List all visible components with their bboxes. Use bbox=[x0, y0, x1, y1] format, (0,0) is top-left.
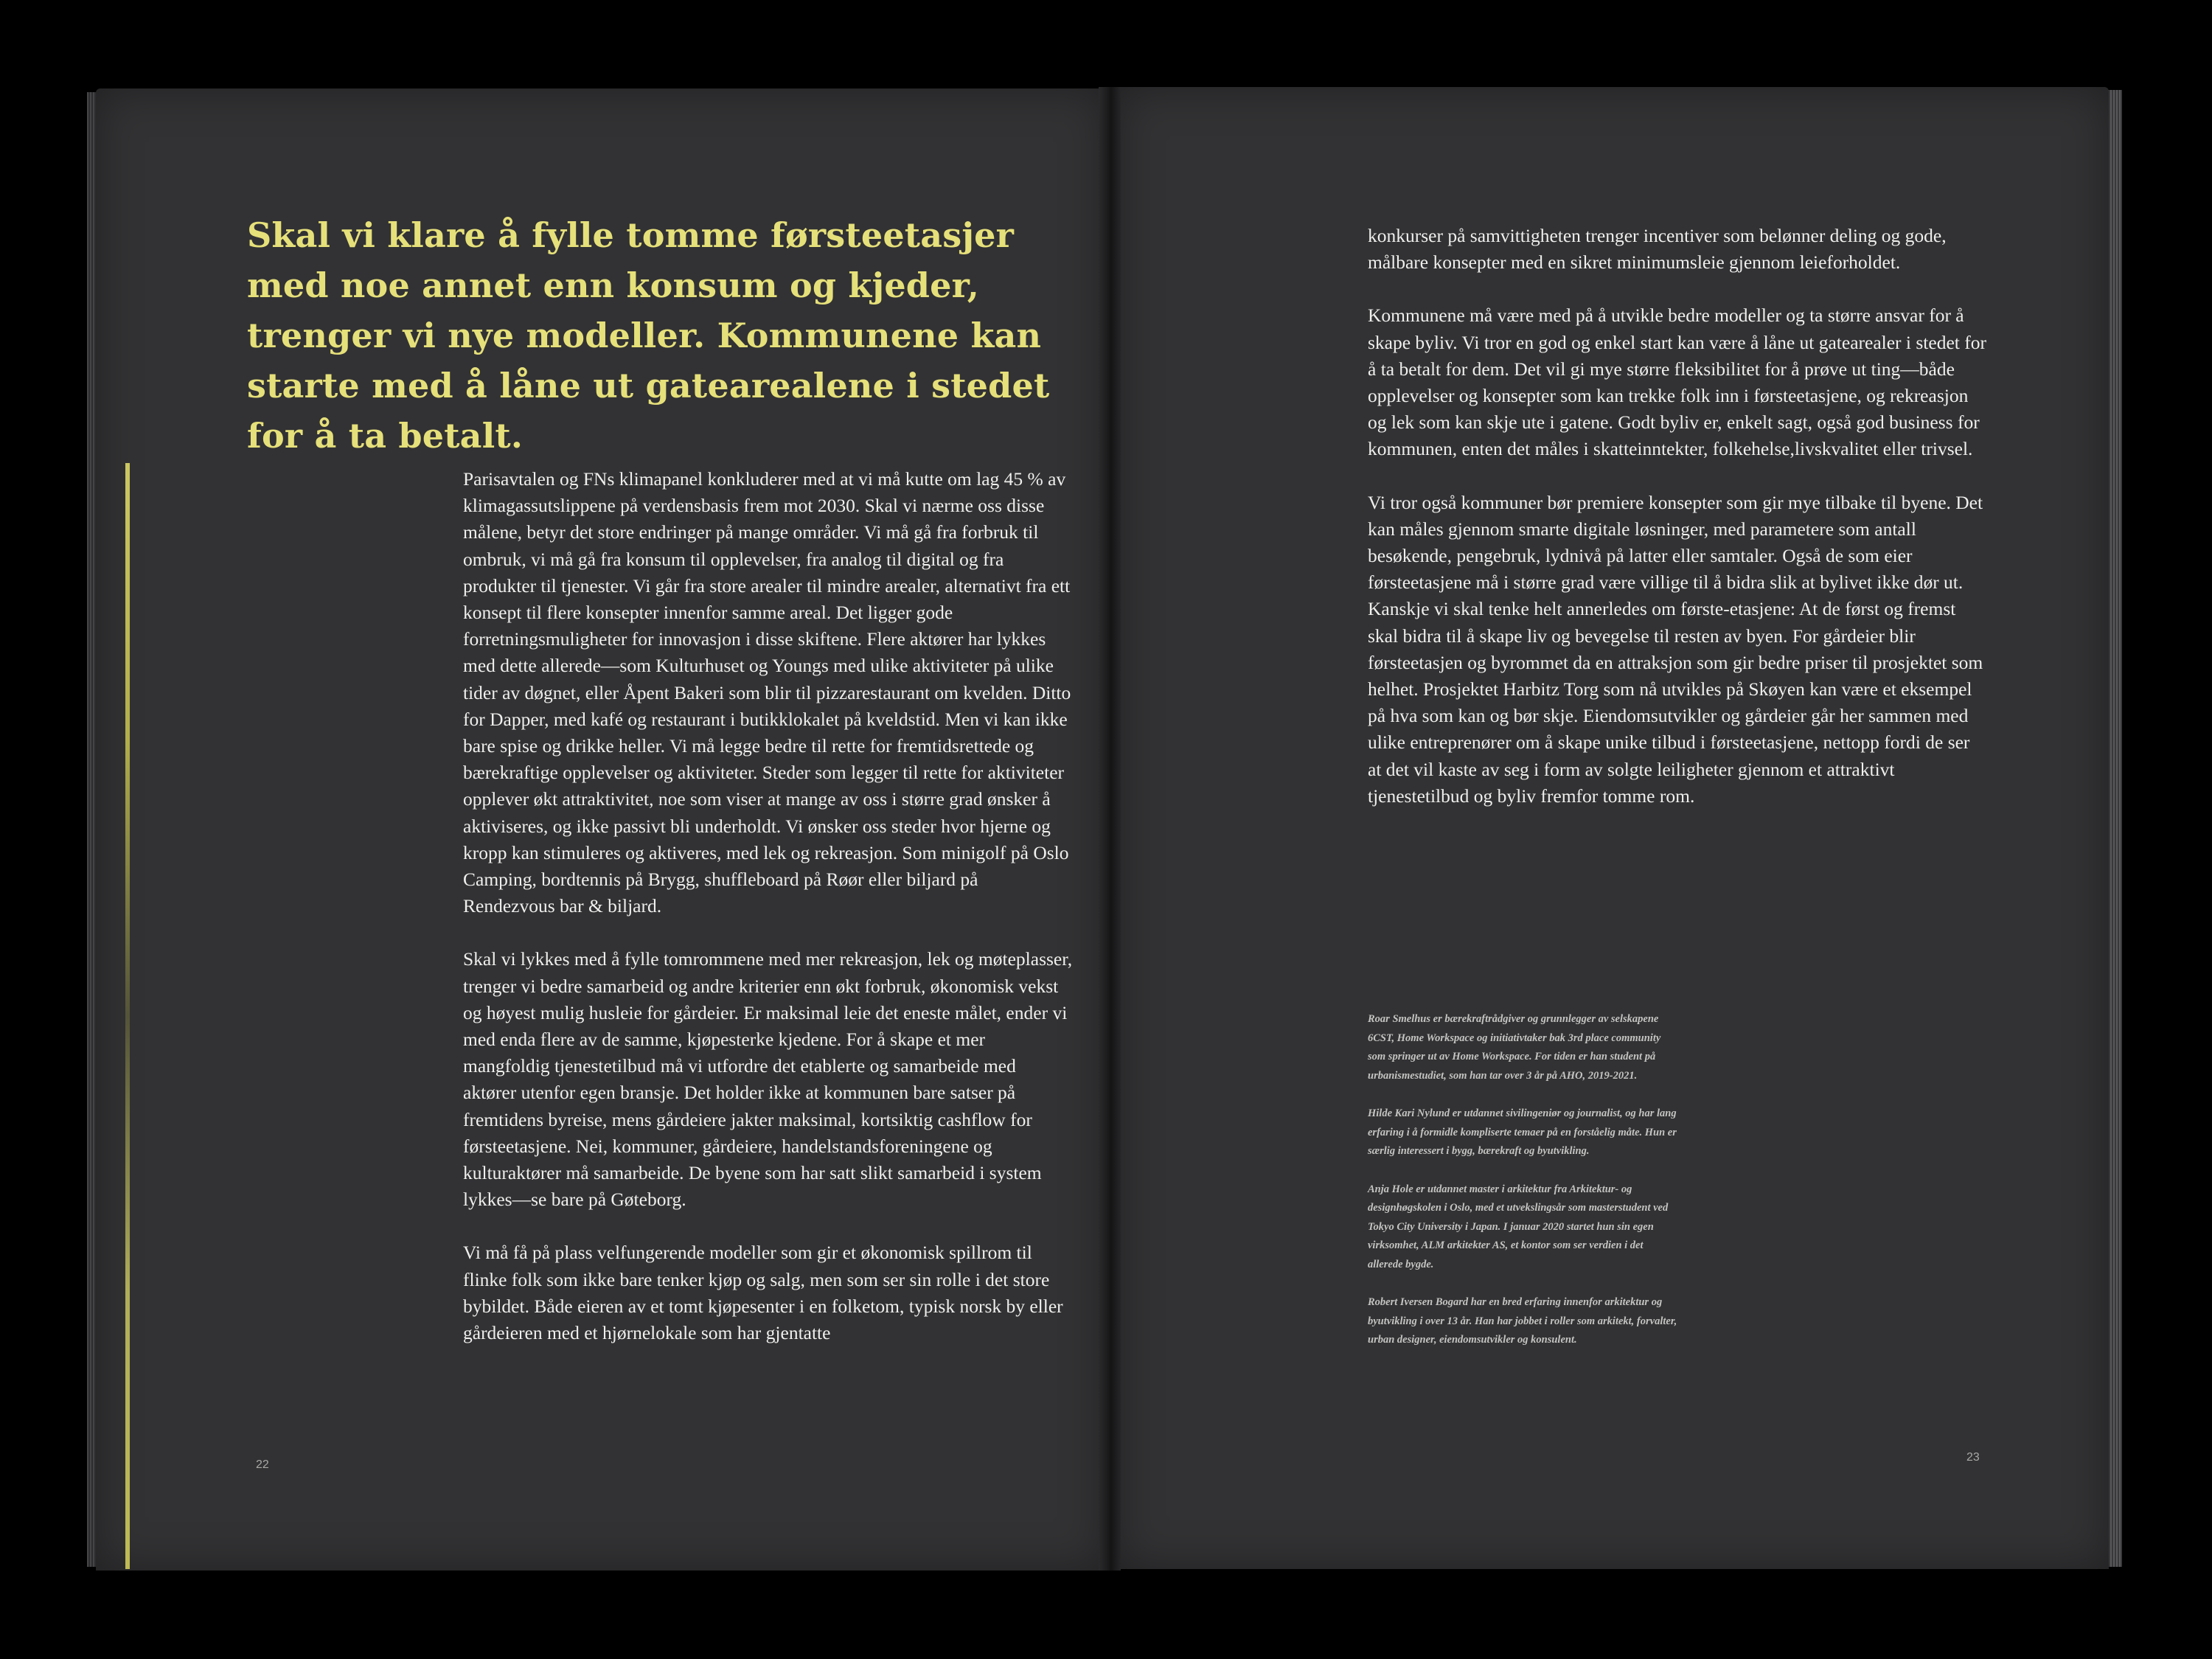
author-bio: Robert Iversen Bogard har en bred erfaring innenfor arkitektur og byutvikling i over 13 år. Han har jobbet i roller som arkitekt, forvalter, urban designer, eiendomsutvikler og konsulent. bbox=[1368, 1296, 1677, 1346]
author-bio: Roar Smelhus er bærekraftrådgiver og grunnlegger av selskapene 6CST, Home Workspace og initiativtaker bak 3rd place community som springer ut av Home Workspace. For tiden er han student på urbanismestudiet, som han tar over 3 år på AHO, 2019-2021. bbox=[1368, 1013, 1661, 1082]
paragraph: Vi tror også kommuner bør premiere konsepter som gir mye tilbake til byene. Det kan måles gjennom smarte digitale løsninger, med parametere som antall besøkende, pengebruk, lydnivå på latter eller samtaler. Også de som eier førsteetasjene må i større grad være villige til å bidra slik at bylivet ikke dør ut. Kanskje vi skal tenke helt annerledes om første-etasjene: At de først og fremst skal bidra til å skape liv og bevegelse til resten av byen. For gårdeier blir førsteetasjen og byrommet da en attraksjon som gir bedre priser til prosjektet som helhet. Prosjektet Harbitz Torg som nå utvikles på Skøyen kan være et eksempel på hva som kan og bør skje. Eiendomsutvikler og gårdeier går her sammen med ulike entreprenører om å skape unike tilbud i førsteetasjene, nettopp fordi de ser at det vil kaste av seg i form av solgte leiligheter gjennom et attraktivt tjenestetilbud og byliv fremfor tomme rom. bbox=[1368, 491, 1983, 807]
page-stack-edge-right bbox=[2107, 90, 2122, 1567]
paragraph: Skal vi lykkes med å fylle tomrommene med mer rekreasjon, lek og møteplasser, trenger vi bedre samarbeid og andre kriterier enn økt forbruk, økonomisk vekst og høyest mulig husleie for gårdeier. Er maksimal leie det eneste målet, ender vi med enda flere av de samme, kjøpesterke kjedene. For å skape et mer mangfoldig tjenestetilbud må vi utfordre det etablerte og samarbeide med aktører utenfor egen bransje. Det holder ikke at kommunen bare satser på fremtidens byreise, mens gårdeiere jakter maksimal, kortsiktig cashflow for førsteetasjene. Nei, kommuner, gårdeiere, handelstandsforeningene og kulturaktører må samarbeide. De byene som har satt slikt samarbeid i system lykkes—se bare på Gøteborg. bbox=[463, 948, 1073, 1211]
paragraph: Kommunene må være med på å utvikle bedre modeller og ta større ansvar for å skape byliv. Vi tror en god og enkel start kan være å låne ut gatearealer i stedet for å ta betalt for dem. Det vil gi mye større fleksibilitet for å prøve ut ting—både opplevelser og konsepter som kan trekke folk inn i førsteetasjene, og rekreasjon og lek som kan skje ute i gatene. Godt byliv er, enkelt sagt, også god business for kommunen, enten det måles i skatteinntekter, folkehelse,livskvalitet eller trivsel. bbox=[1368, 305, 1986, 460]
left-body-text bbox=[463, 466, 1074, 1373]
paragraph: Parisavtalen og FNs klimapanel konkluderer med at vi må kutte om lag 45 % av klimagassutslippene på verdensbasis frem mot 2030. Skal vi nærme oss disse målene, betyr det store endringer på mange områder. Vi må gå fra forbruk til ombruk, vi må gå fra konsum til opplevelser, fra analog til digital og fra produkter til tjenester. Vi går fra store arealer til mindre arealer, alternativt fra ett konsept til flere konsepter innenfor samme areal. Det ligger gode forretningsmuligheter for innovasjon i disse skiftene. Flere aktører har lykkes med dette allerede—som Kulturhuset og Youngs med ulike aktiviteter på ulike tider av døgnet, eller Åpent Bakeri som blir til pizzarestaurant om kvelden. Ditto for Dapper, med kafé og restaurant i butikklokalet på kveldstid. Men vi kan ikke bare spise og drikke heller. Vi må legge bedre til rette for fremtidsrettede og bærekraftige opplevelser og aktiviteter. Steder som legger til rette for aktiviteter opplever økt attraktivitet, noe som viser at mange av oss i større grad ønsker å aktiviseres, og ikke passivt bli underholdt. Vi ønsker oss steder hvor hjerne og kropp kan stimuleres og aktiveres, med lek og rekreasjon. Som minigolf på Oslo Camping, bordtennis på Brygg, shuffleboard på Røør eller biljard på Rendezvous bar & biljard. bbox=[463, 468, 1071, 917]
book-gutter bbox=[1099, 87, 1121, 1571]
author-bios bbox=[1368, 1010, 1677, 1369]
paragraph: konkurser på samvittigheten trenger incentiver som belønner deling og gode, målbare konsepter med en sikret minimumsleie gjennom leieforholdet. bbox=[1368, 225, 1947, 274]
page-number-left: 22 bbox=[256, 1458, 269, 1471]
right-body-text bbox=[1368, 223, 1987, 836]
paragraph: Vi må få på plass velfungerende modeller som gir et økonomisk spillrom til flinke folk som ikke bare tenker kjøp og salg, men som ser sin rolle i det store bybildet. Både eieren av et tomt kjøpesenter i en folketom, typisk norsk by eller gårdeieren med et hjørnelokale som har gjentatte bbox=[463, 1242, 1063, 1344]
author-bio: Hilde Kari Nylund er utdannet sivilingeniør og journalist, og har lang erfaring i å formidle kompliserte temaer på en forståelig måte. Hun er særlig interessert i bygg, bærekraft og byutvikling. bbox=[1368, 1107, 1677, 1157]
page-edge-accent bbox=[125, 463, 130, 1569]
author-bio: Anja Hole er utdannet master i arkitektur fra Arkitektur- og designhøgskolen i Oslo, med et utvekslingsår som masterstudent ved Tokyo City University i Japan. I januar 2020 startet hun sin egen virksomhet, ALM arkitekter AS, et kontor som ser verdien i det allerede bygde. bbox=[1368, 1183, 1669, 1270]
headline: Skal vi klare å fylle tomme førsteetasjer med noe annet enn konsum og kjeder, trenger vi nye modeller. Kommunene kan starte med å låne ut gatearealene i stedet for å ta betalt. bbox=[247, 215, 1050, 456]
page-number-right: 23 bbox=[1966, 1451, 1980, 1464]
